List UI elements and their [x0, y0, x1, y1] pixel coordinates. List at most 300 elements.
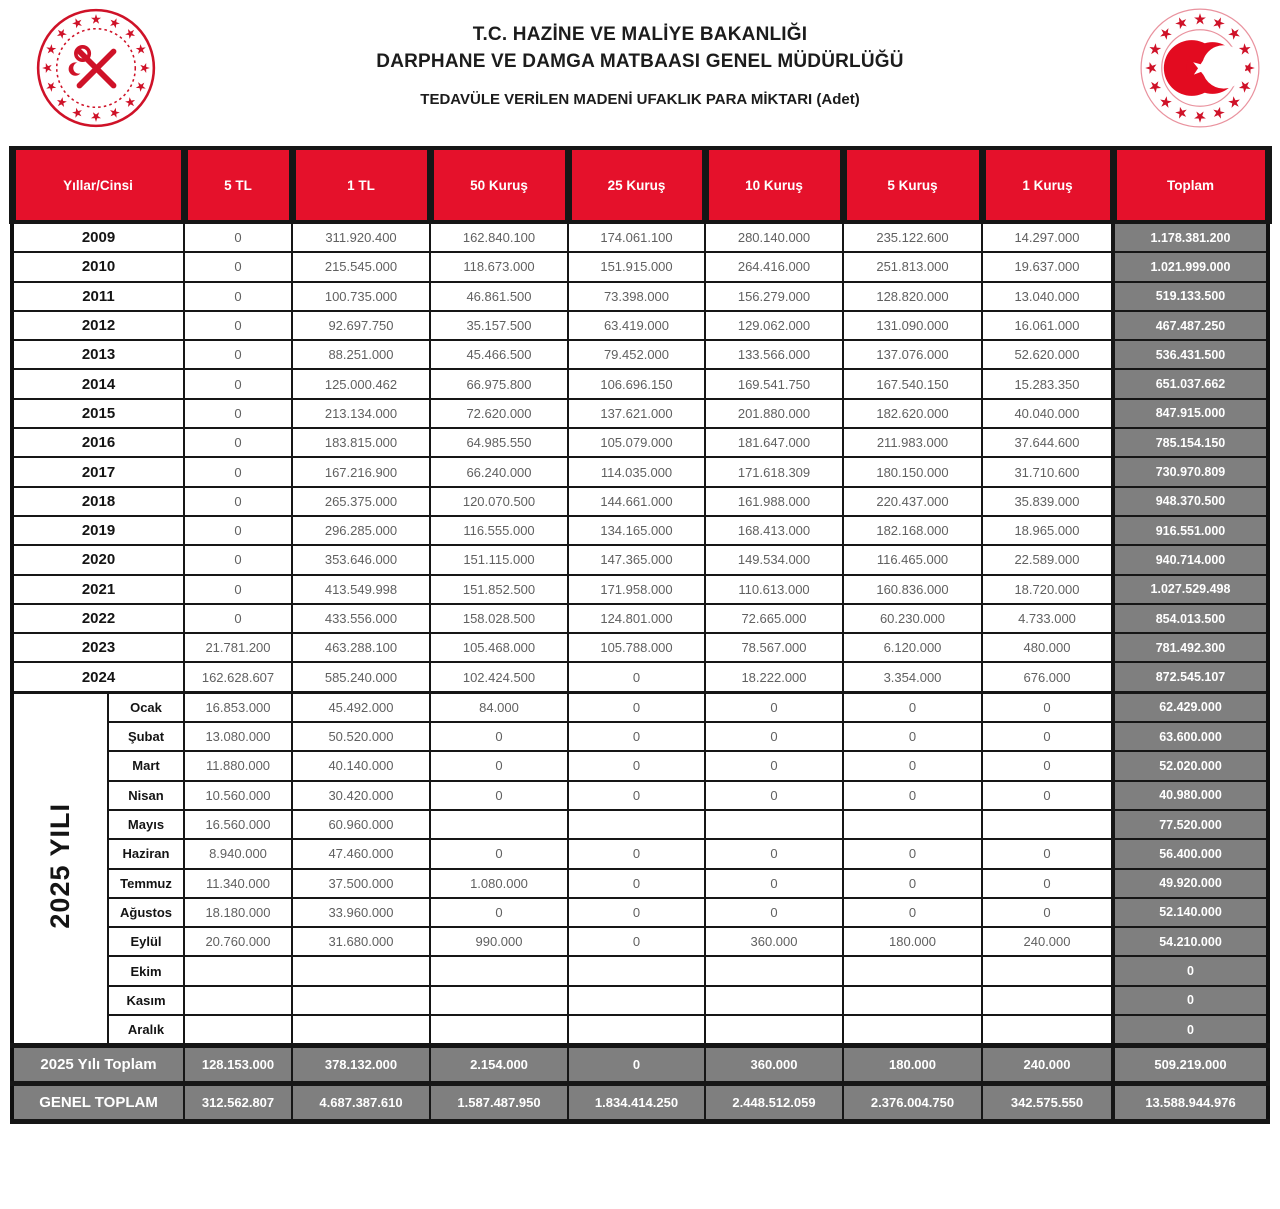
value-cell: 463.288.100: [292, 633, 430, 662]
value-cell: 110.613.000: [705, 575, 843, 604]
value-cell: 0: [568, 722, 705, 751]
column-header-10kurus: 10 Kuruş: [705, 148, 843, 222]
summary-value-cell: 240.000: [982, 1046, 1113, 1084]
value-cell: [982, 956, 1113, 985]
total-cell: 0: [1113, 986, 1268, 1015]
value-cell: 0: [568, 869, 705, 898]
summary-value-cell: 4.687.387.610: [292, 1084, 430, 1122]
column-header-1kurus: 1 Kuruş: [982, 148, 1113, 222]
value-cell: 84.000: [430, 692, 568, 722]
table-row-month: [12, 751, 1268, 780]
year-group-label: 2025 YILI: [45, 803, 75, 929]
column-header-1tl: 1 TL: [292, 148, 430, 222]
month-label: Mayıs: [108, 810, 184, 839]
value-cell: 137.621.000: [568, 399, 705, 428]
value-cell: 60.960.000: [292, 810, 430, 839]
value-cell: 16.061.000: [982, 311, 1113, 340]
page-header: [0, 0, 1280, 146]
value-cell: 40.040.000: [982, 399, 1113, 428]
value-cell: 213.134.000: [292, 399, 430, 428]
value-cell: 21.781.200: [184, 633, 292, 662]
value-cell: 280.140.000: [705, 222, 843, 252]
value-cell: 0: [568, 692, 705, 722]
value-cell: 0: [843, 751, 982, 780]
value-cell: 13.040.000: [982, 282, 1113, 311]
value-cell: 52.620.000: [982, 340, 1113, 369]
column-header-years: Yıllar/Cinsi: [12, 148, 184, 222]
value-cell: 0: [843, 692, 982, 722]
value-cell: 0: [184, 545, 292, 574]
total-cell: 940.714.000: [1113, 545, 1268, 574]
month-label: Ağustos: [108, 898, 184, 927]
value-cell: 0: [568, 781, 705, 810]
value-cell: 11.340.000: [184, 869, 292, 898]
total-cell: 847.915.000: [1113, 399, 1268, 428]
value-cell: 0: [705, 722, 843, 751]
year-label: 2012: [12, 311, 184, 340]
value-cell: 10.560.000: [184, 781, 292, 810]
value-cell: 20.760.000: [184, 927, 292, 956]
value-cell: 240.000: [982, 927, 1113, 956]
value-cell: 0: [568, 898, 705, 927]
table-row-year: [12, 662, 1268, 692]
value-cell: 40.140.000: [292, 751, 430, 780]
total-cell: 1.178.381.200: [1113, 222, 1268, 252]
year-label: 2015: [12, 399, 184, 428]
value-cell: 0: [843, 781, 982, 810]
value-cell: 0: [430, 751, 568, 780]
value-cell: 183.815.000: [292, 428, 430, 457]
value-cell: 0: [982, 869, 1113, 898]
month-label: Kasım: [108, 986, 184, 1015]
year-label: 2016: [12, 428, 184, 457]
value-cell: 105.788.000: [568, 633, 705, 662]
total-cell: 948.370.500: [1113, 487, 1268, 516]
value-cell: 16.853.000: [184, 692, 292, 722]
value-cell: 160.836.000: [843, 575, 982, 604]
total-cell: 49.920.000: [1113, 869, 1268, 898]
value-cell: 73.398.000: [568, 282, 705, 311]
value-cell: 133.566.000: [705, 340, 843, 369]
value-cell: 116.465.000: [843, 545, 982, 574]
value-cell: 64.985.550: [430, 428, 568, 457]
year-label: 2011: [12, 282, 184, 311]
table-row-year: [12, 545, 1268, 574]
value-cell: 0: [184, 457, 292, 486]
total-cell: 52.020.000: [1113, 751, 1268, 780]
summary-value-cell: 312.562.807: [184, 1084, 292, 1122]
value-cell: 8.940.000: [184, 839, 292, 868]
table-row-month: [12, 956, 1268, 985]
value-cell: 0: [184, 369, 292, 398]
value-cell: [705, 956, 843, 985]
value-cell: 180.000: [843, 927, 982, 956]
value-cell: 151.915.000: [568, 252, 705, 281]
value-cell: 45.492.000: [292, 692, 430, 722]
value-cell: 0: [184, 282, 292, 311]
table-row-month: [12, 869, 1268, 898]
total-cell: 0: [1113, 1015, 1268, 1046]
value-cell: 182.168.000: [843, 516, 982, 545]
table-row-year: [12, 282, 1268, 311]
table-row-year: [12, 399, 1268, 428]
page-title-line2: DARPHANE VE DAMGA MATBAASI GENEL MÜDÜRLÜĞÜ: [376, 50, 904, 72]
table-row-year: [12, 457, 1268, 486]
value-cell: [430, 986, 568, 1015]
value-cell: 182.620.000: [843, 399, 982, 428]
value-cell: 211.983.000: [843, 428, 982, 457]
value-cell: 4.733.000: [982, 604, 1113, 633]
value-cell: 251.813.000: [843, 252, 982, 281]
value-cell: 264.416.000: [705, 252, 843, 281]
value-cell: 15.283.350: [982, 369, 1113, 398]
value-cell: [568, 810, 705, 839]
year-label: 2020: [12, 545, 184, 574]
total-cell: 52.140.000: [1113, 898, 1268, 927]
value-cell: 0: [184, 487, 292, 516]
value-cell: [843, 956, 982, 985]
title-block: [0, 0, 1280, 108]
table-row-year: [12, 516, 1268, 545]
value-cell: 144.661.000: [568, 487, 705, 516]
value-cell: 0: [843, 898, 982, 927]
table-row-year: [12, 369, 1268, 398]
value-cell: 0: [982, 839, 1113, 868]
value-cell: [430, 956, 568, 985]
value-cell: 0: [705, 692, 843, 722]
value-cell: [184, 956, 292, 985]
value-cell: 46.861.500: [430, 282, 568, 311]
table-row-year: [12, 428, 1268, 457]
value-cell: 124.801.000: [568, 604, 705, 633]
summary-value-cell: 128.153.000: [184, 1046, 292, 1084]
value-cell: 0: [705, 898, 843, 927]
value-cell: 162.840.100: [430, 222, 568, 252]
table-row-month: [12, 722, 1268, 751]
value-cell: 171.618.309: [705, 457, 843, 486]
value-cell: 0: [568, 927, 705, 956]
summary-value-cell: 180.000: [843, 1046, 982, 1084]
value-cell: [184, 1015, 292, 1046]
value-cell: 6.120.000: [843, 633, 982, 662]
total-cell: 1.021.999.000: [1113, 252, 1268, 281]
month-label: Mart: [108, 751, 184, 780]
value-cell: 149.534.000: [705, 545, 843, 574]
year-label: 2014: [12, 369, 184, 398]
value-cell: 88.251.000: [292, 340, 430, 369]
value-cell: 0: [982, 722, 1113, 751]
value-cell: 353.646.000: [292, 545, 430, 574]
table-row-2025-total: [12, 1046, 1268, 1084]
value-cell: [705, 1015, 843, 1046]
summary-value-cell: 342.575.550: [982, 1084, 1113, 1122]
value-cell: 215.545.000: [292, 252, 430, 281]
total-cell: 1.027.529.498: [1113, 575, 1268, 604]
value-cell: 3.354.000: [843, 662, 982, 692]
value-cell: 37.644.600: [982, 428, 1113, 457]
table-row-year: [12, 633, 1268, 662]
value-cell: [982, 1015, 1113, 1046]
value-cell: 31.680.000: [292, 927, 430, 956]
value-cell: 92.697.750: [292, 311, 430, 340]
table-row-grand-total: [12, 1084, 1268, 1122]
year-group-cell: [12, 692, 108, 1046]
value-cell: 131.090.000: [843, 311, 982, 340]
value-cell: 35.839.000: [982, 487, 1113, 516]
column-header-5kurus: 5 Kuruş: [843, 148, 982, 222]
value-cell: [843, 986, 982, 1015]
value-cell: 120.070.500: [430, 487, 568, 516]
value-cell: 0: [705, 751, 843, 780]
value-cell: [982, 810, 1113, 839]
value-cell: 125.000.462: [292, 369, 430, 398]
total-cell: 651.037.662: [1113, 369, 1268, 398]
total-cell: 54.210.000: [1113, 927, 1268, 956]
value-cell: 0: [705, 869, 843, 898]
table-row-month: [12, 898, 1268, 927]
column-header-toplam: Toplam: [1113, 148, 1268, 222]
value-cell: [982, 986, 1113, 1015]
value-cell: 0: [430, 839, 568, 868]
table-row-month: [12, 1015, 1268, 1046]
value-cell: 0: [430, 781, 568, 810]
value-cell: 79.452.000: [568, 340, 705, 369]
value-cell: 35.157.500: [430, 311, 568, 340]
value-cell: [568, 986, 705, 1015]
value-cell: 105.468.000: [430, 633, 568, 662]
value-cell: 45.466.500: [430, 340, 568, 369]
value-cell: 106.696.150: [568, 369, 705, 398]
value-cell: 66.975.800: [430, 369, 568, 398]
year-label: 2009: [12, 222, 184, 252]
table-row-year: [12, 311, 1268, 340]
value-cell: [430, 810, 568, 839]
value-cell: 265.375.000: [292, 487, 430, 516]
value-cell: 0: [430, 722, 568, 751]
value-cell: 220.437.000: [843, 487, 982, 516]
value-cell: 116.555.000: [430, 516, 568, 545]
value-cell: 60.230.000: [843, 604, 982, 633]
page-subtitle: TEDAVÜLE VERİLEN MADENİ UFAKLIK PARA MİKTARI (Adet): [420, 91, 860, 109]
summary-label: GENEL TOPLAM: [12, 1084, 184, 1122]
value-cell: 161.988.000: [705, 487, 843, 516]
column-header-5tl: 5 TL: [184, 148, 292, 222]
value-cell: 147.365.000: [568, 545, 705, 574]
value-cell: 676.000: [982, 662, 1113, 692]
value-cell: 156.279.000: [705, 282, 843, 311]
value-cell: 78.567.000: [705, 633, 843, 662]
value-cell: 162.628.607: [184, 662, 292, 692]
summary-value-cell: 2.154.000: [430, 1046, 568, 1084]
total-cell: 40.980.000: [1113, 781, 1268, 810]
value-cell: 134.165.000: [568, 516, 705, 545]
value-cell: 171.958.000: [568, 575, 705, 604]
value-cell: [843, 810, 982, 839]
value-cell: 13.080.000: [184, 722, 292, 751]
summary-value-cell: 2.376.004.750: [843, 1084, 982, 1122]
value-cell: 158.028.500: [430, 604, 568, 633]
value-cell: 1.080.000: [430, 869, 568, 898]
value-cell: 102.424.500: [430, 662, 568, 692]
value-cell: 72.620.000: [430, 399, 568, 428]
value-cell: [568, 956, 705, 985]
value-cell: 19.637.000: [982, 252, 1113, 281]
value-cell: 0: [982, 751, 1113, 780]
value-cell: 585.240.000: [292, 662, 430, 692]
value-cell: 0: [705, 839, 843, 868]
total-cell: 0: [1113, 956, 1268, 985]
summary-total-cell: 509.219.000: [1113, 1046, 1268, 1084]
crescent-star-emblem-logo: [1138, 6, 1262, 130]
value-cell: 181.647.000: [705, 428, 843, 457]
value-cell: 168.413.000: [705, 516, 843, 545]
value-cell: 201.880.000: [705, 399, 843, 428]
value-cell: 433.556.000: [292, 604, 430, 633]
total-cell: 62.429.000: [1113, 692, 1268, 722]
value-cell: 33.960.000: [292, 898, 430, 927]
year-label: 2010: [12, 252, 184, 281]
total-cell: 536.431.500: [1113, 340, 1268, 369]
table-row-year: [12, 604, 1268, 633]
value-cell: 31.710.600: [982, 457, 1113, 486]
month-label: Ekim: [108, 956, 184, 985]
ministry-seal-logo: [34, 6, 158, 130]
value-cell: 0: [184, 252, 292, 281]
value-cell: [705, 986, 843, 1015]
column-header-25kurus: 25 Kuruş: [568, 148, 705, 222]
value-cell: 413.549.998: [292, 575, 430, 604]
value-cell: [843, 1015, 982, 1046]
summary-value-cell: 1.587.487.950: [430, 1084, 568, 1122]
value-cell: 30.420.000: [292, 781, 430, 810]
value-cell: 18.720.000: [982, 575, 1113, 604]
value-cell: 0: [184, 575, 292, 604]
value-cell: 66.240.000: [430, 457, 568, 486]
summary-value-cell: 0: [568, 1046, 705, 1084]
value-cell: 105.079.000: [568, 428, 705, 457]
column-header-50kurus: 50 Kuruş: [430, 148, 568, 222]
year-label: 2017: [12, 457, 184, 486]
summary-total-cell: 13.588.944.976: [1113, 1084, 1268, 1122]
value-cell: [568, 1015, 705, 1046]
value-cell: 0: [568, 751, 705, 780]
month-label: Ocak: [108, 692, 184, 722]
value-cell: 480.000: [982, 633, 1113, 662]
value-cell: 311.920.400: [292, 222, 430, 252]
value-cell: 11.880.000: [184, 751, 292, 780]
value-cell: 0: [184, 399, 292, 428]
table-row-year: [12, 252, 1268, 281]
value-cell: 296.285.000: [292, 516, 430, 545]
value-cell: 50.520.000: [292, 722, 430, 751]
value-cell: 0: [184, 516, 292, 545]
page-title-line1: T.C. HAZİNE VE MALİYE BAKANLIĞI: [472, 24, 808, 45]
table-row-month: [12, 692, 1268, 722]
value-cell: 16.560.000: [184, 810, 292, 839]
table-row-month: [12, 810, 1268, 839]
total-cell: 519.133.500: [1113, 282, 1268, 311]
table-row-year: [12, 575, 1268, 604]
month-label: Şubat: [108, 722, 184, 751]
month-label: Nisan: [108, 781, 184, 810]
value-cell: [292, 956, 430, 985]
month-label: Haziran: [108, 839, 184, 868]
value-cell: 18.180.000: [184, 898, 292, 927]
total-cell: 785.154.150: [1113, 428, 1268, 457]
value-cell: 0: [184, 311, 292, 340]
total-cell: 467.487.250: [1113, 311, 1268, 340]
value-cell: 167.540.150: [843, 369, 982, 398]
table-row-month: [12, 986, 1268, 1015]
summary-label: 2025 Yılı Toplam: [12, 1046, 184, 1084]
year-label: 2023: [12, 633, 184, 662]
total-cell: 916.551.000: [1113, 516, 1268, 545]
value-cell: 0: [982, 898, 1113, 927]
value-cell: 0: [184, 340, 292, 369]
value-cell: 151.852.500: [430, 575, 568, 604]
coin-table-body: [12, 222, 1268, 1122]
value-cell: 63.419.000: [568, 311, 705, 340]
summary-value-cell: 378.132.000: [292, 1046, 430, 1084]
summary-value-cell: 2.448.512.059: [705, 1084, 843, 1122]
value-cell: 114.035.000: [568, 457, 705, 486]
value-cell: 0: [568, 839, 705, 868]
value-cell: 167.216.900: [292, 457, 430, 486]
year-label: 2021: [12, 575, 184, 604]
coin-circulation-table: [9, 146, 1272, 1124]
value-cell: 137.076.000: [843, 340, 982, 369]
value-cell: 0: [982, 781, 1113, 810]
month-label: Temmuz: [108, 869, 184, 898]
value-cell: 990.000: [430, 927, 568, 956]
total-cell: 730.970.809: [1113, 457, 1268, 486]
value-cell: [430, 1015, 568, 1046]
year-label: 2013: [12, 340, 184, 369]
table-row-year: [12, 340, 1268, 369]
table-row-year: [12, 487, 1268, 516]
year-label: 2019: [12, 516, 184, 545]
table-header-row: [12, 148, 1268, 222]
value-cell: 22.589.000: [982, 545, 1113, 574]
total-cell: 872.545.107: [1113, 662, 1268, 692]
value-cell: 18.965.000: [982, 516, 1113, 545]
value-cell: 18.222.000: [705, 662, 843, 692]
value-cell: 128.820.000: [843, 282, 982, 311]
value-cell: 174.061.100: [568, 222, 705, 252]
value-cell: [184, 986, 292, 1015]
value-cell: 0: [430, 898, 568, 927]
value-cell: [705, 810, 843, 839]
summary-value-cell: 360.000: [705, 1046, 843, 1084]
total-cell: 781.492.300: [1113, 633, 1268, 662]
value-cell: [292, 1015, 430, 1046]
month-label: Eylül: [108, 927, 184, 956]
value-cell: 47.460.000: [292, 839, 430, 868]
table-row-month: [12, 927, 1268, 956]
value-cell: 0: [184, 428, 292, 457]
value-cell: 0: [982, 692, 1113, 722]
value-cell: 235.122.600: [843, 222, 982, 252]
table-row-month: [12, 839, 1268, 868]
total-cell: 63.600.000: [1113, 722, 1268, 751]
value-cell: 0: [843, 839, 982, 868]
value-cell: [292, 986, 430, 1015]
value-cell: 0: [184, 604, 292, 633]
year-label: 2018: [12, 487, 184, 516]
value-cell: 129.062.000: [705, 311, 843, 340]
year-label: 2024: [12, 662, 184, 692]
value-cell: 0: [705, 781, 843, 810]
